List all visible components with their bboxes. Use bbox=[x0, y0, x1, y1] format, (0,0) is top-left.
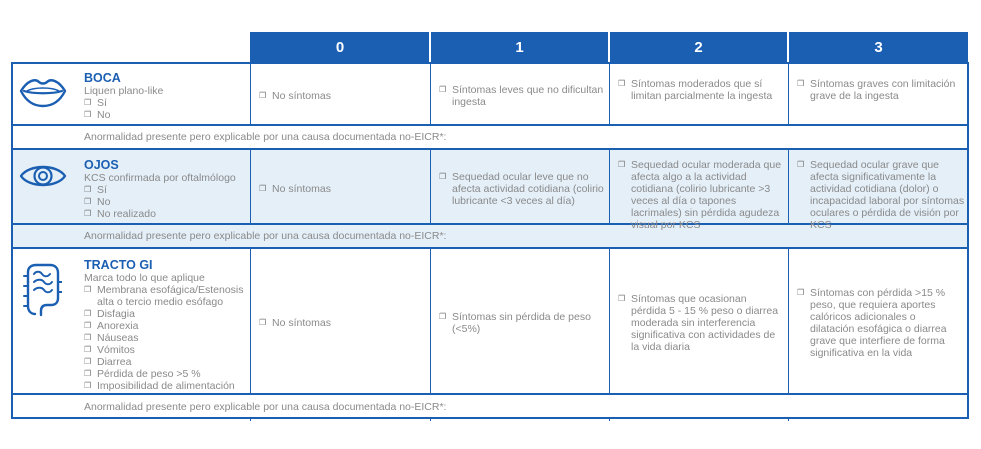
checkbox-icon[interactable]: ❒ bbox=[259, 91, 267, 100]
checkbox-icon[interactable]: ❒ bbox=[439, 172, 447, 181]
border-left bbox=[11, 62, 13, 419]
checkbox-icon[interactable]: ❒ bbox=[439, 85, 447, 94]
col-divider bbox=[430, 148, 431, 224]
gi-option-anorexia[interactable]: ❒ Anorexia bbox=[84, 320, 139, 332]
checkbox-icon[interactable]: ❒ bbox=[259, 184, 267, 193]
mouth-icon bbox=[18, 74, 68, 110]
checkbox-icon[interactable]: ❒ bbox=[84, 110, 92, 119]
col-divider bbox=[250, 62, 251, 125]
col-divider bbox=[788, 62, 789, 125]
col-tick bbox=[250, 417, 251, 421]
checkbox-icon[interactable]: ❒ bbox=[84, 369, 92, 378]
col-divider bbox=[609, 62, 610, 125]
gi-grade-2[interactable]: ❒ Síntomas que ocasionan pérdida 5 - 15 % peso o diarrea moderada sin interferencia significativa con actividades de la vida diaria bbox=[618, 293, 779, 353]
divider bbox=[12, 148, 968, 150]
col-tick bbox=[430, 417, 431, 421]
divider bbox=[12, 62, 968, 64]
checkbox-icon[interactable]: ❒ bbox=[618, 294, 626, 303]
checkbox-icon[interactable]: ❒ bbox=[797, 79, 805, 88]
col-tick bbox=[609, 417, 610, 421]
checkbox-icon[interactable]: ❒ bbox=[84, 197, 92, 206]
divider bbox=[12, 417, 968, 419]
ojos-option-si[interactable]: ❒ Sí bbox=[84, 184, 107, 196]
border-header-left bbox=[250, 32, 252, 64]
checkbox-icon[interactable]: ❒ bbox=[84, 321, 92, 330]
checkbox-icon[interactable]: ❒ bbox=[84, 345, 92, 354]
checkbox-icon[interactable]: ❒ bbox=[84, 98, 92, 107]
ojos-option-no[interactable]: ❒ No bbox=[84, 196, 111, 208]
score-header-0 bbox=[251, 32, 429, 62]
score-label-3: 3 bbox=[874, 38, 883, 56]
gi-subtitle: Marca todo lo que aplique bbox=[84, 272, 205, 284]
gi-grade-3[interactable]: ❒ Síntomas con pérdida >15 % peso, que requiera aportes calóricos adicionales o dilatación esofágica o diarrea grave que interfiere de forma significativa en la vida bbox=[797, 287, 947, 359]
gi-title: TRACTO GI bbox=[84, 258, 153, 272]
ojos-grade-3[interactable]: ❒ Sequedad ocular grave que afecta significativamente la actividad cotidiana (dolor) o incapacidad laboral por síntomas oculares o pérdida de visión por KCS bbox=[797, 159, 965, 231]
boca-option-si[interactable]: ❒ Sí bbox=[84, 97, 107, 109]
checkbox-icon[interactable]: ❒ bbox=[84, 209, 92, 218]
checkbox-icon[interactable]: ❒ bbox=[797, 288, 805, 297]
checkbox-icon[interactable]: ❒ bbox=[618, 79, 626, 88]
checkbox-icon[interactable]: ❒ bbox=[84, 381, 92, 390]
checkbox-icon[interactable]: ❒ bbox=[84, 309, 92, 318]
gi-grade-1[interactable]: ❒ Síntomas sin pérdida de peso (<5%) bbox=[439, 311, 591, 335]
boca-grade-3[interactable]: ❒ Síntomas graves con limitación grave de la ingesta bbox=[797, 78, 956, 102]
gi-option-membrana[interactable]: ❒ Membrana esofágica/Estenosis alta o tercio medio esófago bbox=[84, 284, 244, 308]
gi-option-imposibilidad[interactable]: ❒ Imposibilidad de alimentación bbox=[84, 380, 235, 392]
score-label-2: 2 bbox=[694, 38, 703, 56]
ojos-grade-2[interactable]: ❒ Sequedad ocular moderada que afecta algo a la actividad cotidiana (colirio lubricante >3 veces al día o tapones lacrimales) sin pérdida agudeza visual por KCS bbox=[618, 159, 782, 231]
boca-grade-0[interactable]: ❒ No síntomas bbox=[259, 90, 331, 102]
intestine-icon bbox=[20, 262, 62, 318]
boca-option-no[interactable]: ❒ No bbox=[84, 109, 111, 121]
boca-title: BOCA bbox=[84, 71, 121, 85]
ojos-subtitle: KCS confirmada por oftalmólogo bbox=[84, 172, 236, 184]
col-divider bbox=[250, 247, 251, 394]
divider bbox=[12, 247, 968, 249]
boca-grade-1[interactable]: ❒ Síntomas leves que no dificultan ingesta bbox=[439, 84, 604, 108]
gi-note: Anormalidad presente pero explicable por una causa documentada no-EICR*: bbox=[84, 401, 447, 413]
ojos-option-no-realizado[interactable]: ❒ No realizado bbox=[84, 208, 156, 220]
boca-label-block bbox=[84, 71, 244, 121]
gi-option-vomitos[interactable]: ❒ Vómitos bbox=[84, 344, 135, 356]
ojos-label-block bbox=[84, 158, 246, 220]
border-right bbox=[967, 62, 969, 419]
score-header-1 bbox=[431, 32, 608, 62]
gi-grade-0[interactable]: ❒ No síntomas bbox=[259, 317, 331, 329]
checkbox-icon[interactable]: ❒ bbox=[84, 185, 92, 194]
score-label-0: 0 bbox=[335, 38, 345, 56]
checkbox-icon[interactable]: ❒ bbox=[84, 333, 92, 342]
checkbox-icon[interactable]: ❒ bbox=[797, 160, 805, 169]
score-label-1: 1 bbox=[515, 38, 524, 56]
boca-note: Anormalidad presente pero explicable por una causa documentada no-EICR*: bbox=[84, 131, 447, 143]
checkbox-icon[interactable]: ❒ bbox=[439, 312, 447, 321]
eye-icon bbox=[18, 158, 68, 194]
col-divider bbox=[430, 62, 431, 125]
ojos-grade-1[interactable]: ❒ Sequedad ocular leve que no afecta actividad cotidiana (colirio lubricante <3 veces al día) bbox=[439, 171, 604, 207]
score-header-3 bbox=[789, 32, 968, 62]
checkbox-icon[interactable]: ❒ bbox=[259, 318, 267, 327]
divider bbox=[12, 124, 968, 126]
ojos-note: Anormalidad presente pero explicable por una causa documentada no-EICR*: bbox=[84, 230, 447, 242]
gi-option-perdida-peso[interactable]: ❒ Pérdida de peso >5 % bbox=[84, 368, 201, 380]
ojos-grade-0[interactable]: ❒ No síntomas bbox=[259, 183, 331, 195]
checkbox-icon[interactable]: ❒ bbox=[84, 357, 92, 366]
gi-option-nauseas[interactable]: ❒ Náuseas bbox=[84, 332, 139, 344]
col-divider bbox=[788, 148, 789, 224]
col-divider bbox=[430, 247, 431, 394]
ojos-title: OJOS bbox=[84, 158, 119, 172]
score-header-2 bbox=[610, 32, 787, 62]
boca-grade-2[interactable]: ❒ Síntomas moderados que sí limitan parcialmente la ingesta bbox=[618, 78, 773, 102]
boca-subtitle: Liquen plano-like bbox=[84, 85, 164, 97]
col-divider bbox=[609, 148, 610, 224]
col-tick bbox=[788, 417, 789, 421]
divider bbox=[12, 393, 968, 395]
checkbox-icon[interactable]: ❒ bbox=[84, 285, 92, 294]
checkbox-icon[interactable]: ❒ bbox=[618, 160, 626, 169]
col-divider bbox=[609, 247, 610, 394]
gi-option-diarrea[interactable]: ❒ Diarrea bbox=[84, 356, 132, 368]
col-divider bbox=[788, 247, 789, 394]
gi-option-disfagia[interactable]: ❒ Disfagia bbox=[84, 308, 135, 320]
col-divider bbox=[250, 148, 251, 224]
gi-label-block bbox=[84, 258, 246, 392]
